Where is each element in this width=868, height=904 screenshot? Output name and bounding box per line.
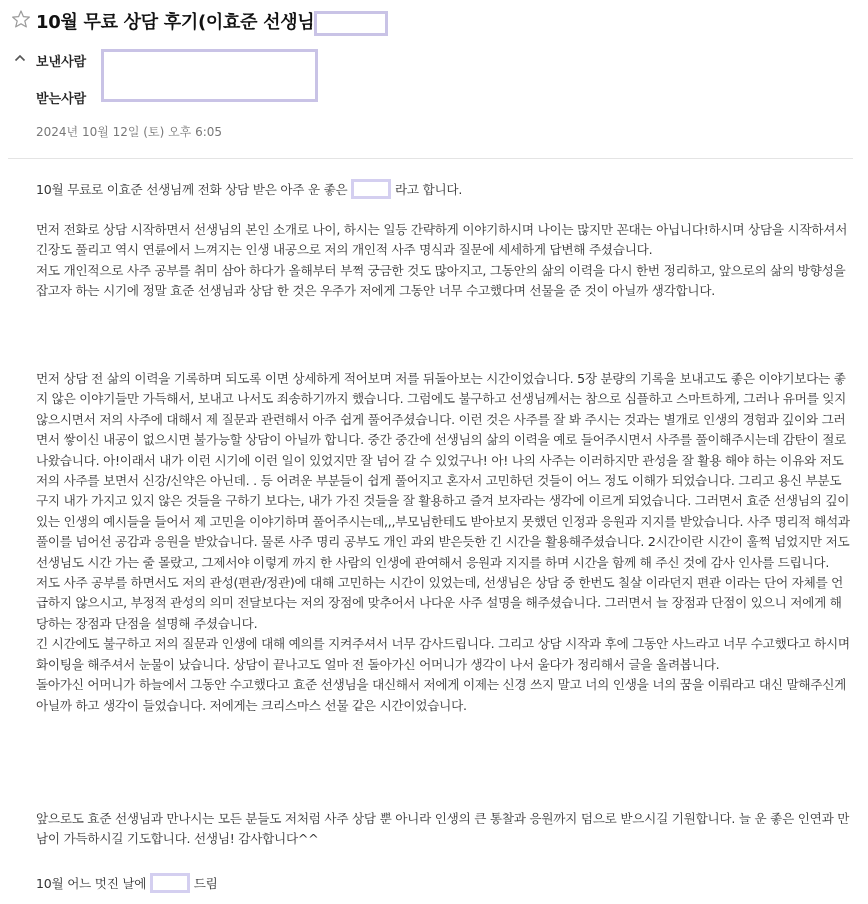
body-paragraph-6: 돌아가신 어머니가 하늘에서 그동안 수고했다고 효준 선생님을 대신해서 저에게 이제는 신경 쓰지 말고 너의 인생을 너의 꿈을 이뤄라고 대신 말해주신게 아닐까 하고 생각이 들었습니다. 저에게는 크리스마스 선물 같은 시간이었습니다. [36, 677, 847, 713]
mail-signoff [36, 873, 852, 894]
mail-intro [36, 179, 852, 200]
body-paragraph-3: 먼저 상담 전 삶의 이력을 기록하며 되도록 이면 상세하게 적어보며 저를 뒤돌아보는 시간이었습니다. 5장 분량의 기록을 보내고도 좋은 이야기보다는 좋지 않은 이야기들만 가득해서, 보내고 나서도 죄송하기까지 했습니다. 그럼에도 불구하고 선생님께서는 참으로 심플하고 스마트하게, 그러나 유머를 잊지 않으시면서 저의 사주에 대해서 제 질문과 관련해서 아주 쉽게 풀어주셨습니다. 이런 것은 사주를 잘 봐 주시는 것과는 별개로 인생의 경험과 깊이와 그러면서 쌓이신 내공이 없으시면 불가능할 상담이 아닐까 합니다. 중간 중간에 선생님의 삶의 이력을 예로 들어주시면서 사주를 풀이해주시는데 감탄이 절로 나왔습니다. 아!이래서 내가 이런 시기에 이런 일이 있었지만 잘 넘어 갈 수 있었구나! 아! 나의 사주는 이러하지만 관성을 잘 활용 해야 하는 이유와 저도 저의 사주를 보면서 신강/신약은 아닌데. . 등 어려운 부분들이 쉽게 풀어지고 혼자서 고민하던 것들이 어느 정도 이해가 되었습니다. 그리고 용신 부분도 구지 내가 가지고 있지 않은 것들을 구하기 보다는, 내가 가진 것들을 잘 활용하고 즐겨 보자라는 생각에 이르게 되었습니다. 그러면서 효준 선생님의 깊이 있는 인생의 예시들을 들어서 제 고민을 이야기하며 풀어주시는데,,,부모님한테도 받아보지 못했던 인정과 응원과 지지를 받았습니다. 사주 명리적 해석과 풀이를 넘어선 공감과 응원을 받았습니다. 물론 사주 명리 공부도 개인 과외 받은듯한 긴 시간을 활용해주셨습니다. 2시간이란 시간이 훌쩍 넘었지만 저도 선생님도 시간 가는 줄 몰랐고, 그제서야 이렇게 까지 한 사람의 인생에 관여해서 응원과 지지를 하며 시간을 함께 해 주신 것에 감사 인사를 드립니다. [36, 371, 850, 570]
mail-body-section-2 [36, 369, 852, 716]
recipient-label: 받는사람 [36, 92, 87, 107]
redacted-signoff-name [150, 873, 190, 893]
signoff-suffix: 드림 [193, 876, 218, 891]
body-paragraph-1: 먼저 전화로 상담 시작하면서 선생님의 본인 소개로 나이, 하시는 일등 간략하게 이야기하시며 나이는 많지만 꼰대는 아닙니다!하시며 상담을 시작하셔서 긴장도 풀리고 역시 연륜에서 느껴지는 인생 내공으로 저의 개인적 사주 명식과 질문에 세세하게 답변해 주셨습니다. [36, 222, 848, 258]
sender-label: 보낸사람 [36, 55, 87, 70]
body-paragraph-7: 앞으로도 효준 선생님과 만나시는 모든 분들도 저처럼 사주 상담 뿐 아니라 인생의 큰 통찰과 응원까지 덤으로 받으시길 기원합니다. 늘 운 좋은 인연과 만남이 가득하시길 기도합니다. 선생님! 감사합니다^^ [36, 811, 850, 847]
redacted-subject-name [314, 11, 388, 36]
mail-date: 2024년 10월 12일 (토) 오후 6:05 [36, 125, 223, 139]
intro-suffix: 라고 합니다. [394, 182, 463, 197]
star-outline-icon[interactable] [11, 9, 31, 29]
redacted-writer-name [351, 179, 391, 199]
mail-body-section-1 [36, 220, 852, 302]
intro-prefix: 10월 무료로 이효준 선생님께 전화 상담 받은 아주 운 좋은 [36, 182, 348, 197]
redacted-addresses [101, 49, 318, 102]
signoff-prefix: 10월 어느 멋진 날에 [36, 876, 147, 891]
body-paragraph-2: 저도 개인적으로 사주 공부를 취미 삼아 하다가 올해부터 부쩍 궁금한 것도 많아지고, 그동안의 삶의 이력을 다시 한번 정리하고, 앞으로의 삶의 방향성을 잡고자 하는 시기에 정말 효준 선생님과 상담 한 것은 우주가 저에게 그동안 너무 수고했다며 선물을 준 것이 아닐까 생각합니다. [36, 262, 846, 299]
mail-subject: 10월 무료 상담 후기(이효준 선생님 [36, 12, 315, 33]
mail-body-section-3 [36, 809, 852, 850]
body-paragraph-4: 저도 사주 공부를 하면서도 저의 관성(편관/정관)에 대해 고민하는 시간이 있었는데, 선생님은 상담 중 한번도 칠살 이라던지 편관 이라는 단어 자체를 언급하지 않으시고, 부정적 관성의 의미 전달보다는 저의 장점에 맞추어서 나다운 사주 설명을 해주셨습니다. 그러면서 늘 장점과 단점이 있으니 저에게 해당하는 장점과 단점을 설명해 주셨습니다. [36, 575, 844, 631]
header-divider [8, 158, 853, 159]
body-paragraph-5: 긴 시간에도 불구하고 저의 질문과 인생에 대해 예의를 지켜주셔서 너무 감사드립니다. 그리고 상담 시작과 후에 그동안 사느라고 너무 수고했다고 하시며 화이팅을 해주셔서 눈물이 났습니다. 상담이 끝나고도 얼마 전 돌아가신 어머니가 생각이 나서 울다가 정리해서 글을 올려봅니다. [36, 636, 850, 672]
chevron-up-icon[interactable] [14, 53, 26, 63]
